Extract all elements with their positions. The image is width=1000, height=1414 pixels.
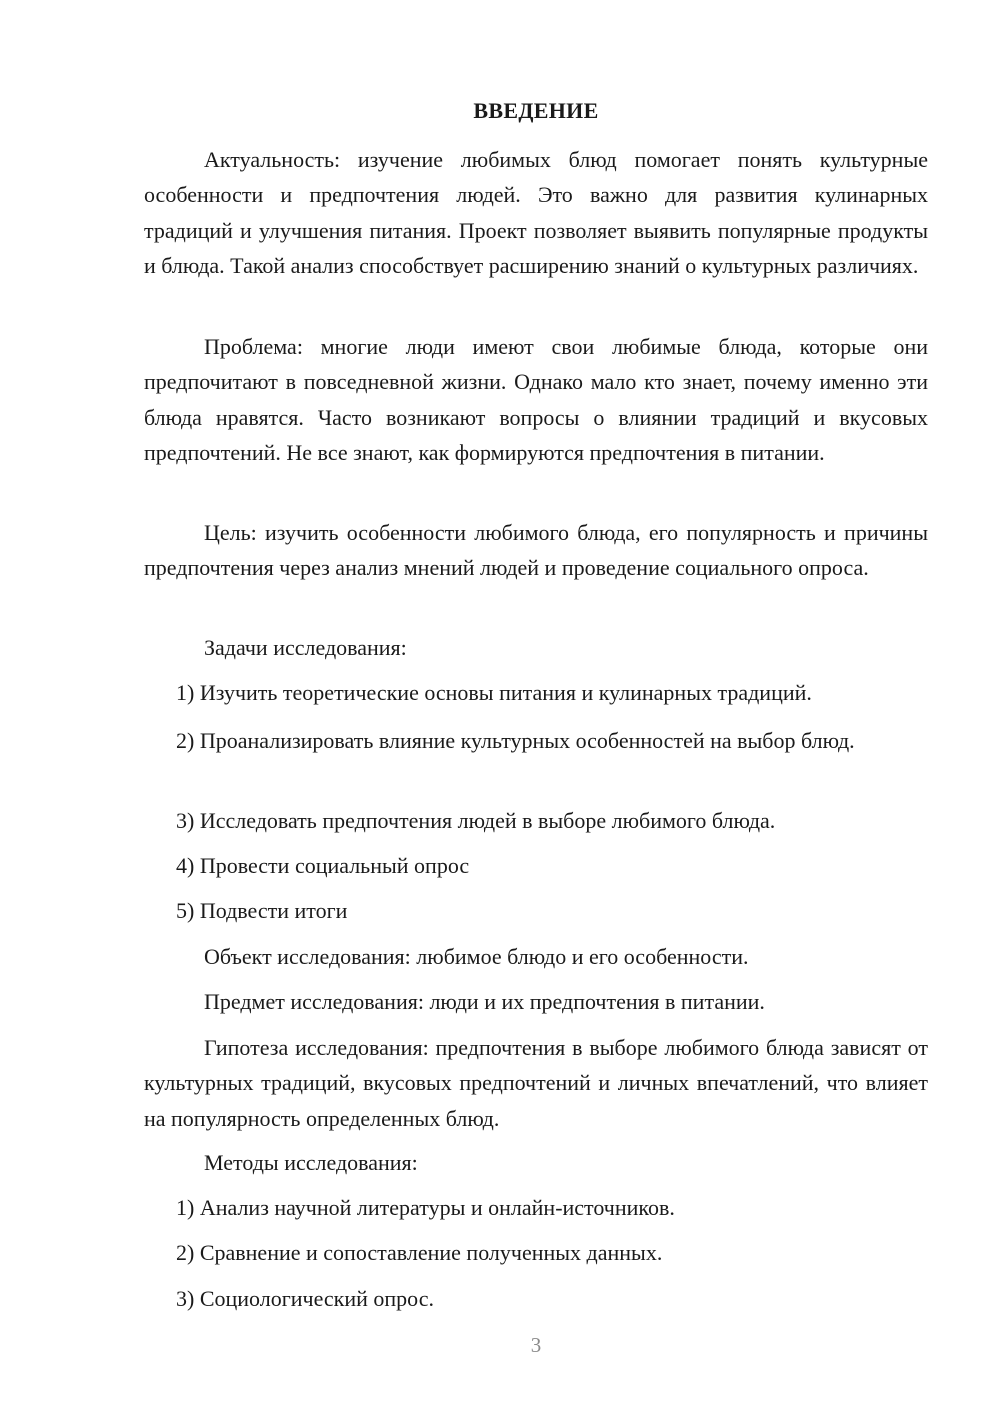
method-item-2: 2) Сравнение и сопоставление полученных данных. <box>176 1240 663 1265</box>
methods-heading: Методы исследования: <box>204 1150 418 1175</box>
paragraph-subject: Предмет исследования: люди и их предпочтения в питании. <box>204 989 765 1014</box>
task-item-4: 4) Провести социальный опрос <box>176 853 470 878</box>
page-title: ВВЕДЕНИЕ <box>473 98 599 123</box>
tasks-heading: Задачи исследования: <box>204 635 407 660</box>
method-item-1: 1) Анализ научной литературы и онлайн-источников. <box>176 1195 675 1220</box>
paragraph-relevance: Актуальность: изучение любимых блюд помогает понять культурные особенности и предпочтения людей. Это важно для развития кулинарных традиций и улучшения питания. Проект позволяет выявить популярные продукты и блюда. Такой анализ способствует расширению знаний о культурных различиях. <box>144 147 928 279</box>
method-item-3: 3) Социологический опрос. <box>176 1286 434 1311</box>
page-number: 3 <box>530 1333 542 1357</box>
task-item-3: 3) Исследовать предпочтения людей в выборе любимого блюда. <box>176 808 776 833</box>
task-item-5: 5) Подвести итоги <box>176 898 348 923</box>
paragraph-problem: Проблема: многие люди имеют свои любимые блюда, которые они предпочитают в повседневной жизни. Однако мало кто знает, почему именно эти блюда нравятся. Часто возникают вопросы о влиянии традиций и вкусовых предпочтений. Не все знают, как формируются предпочтения в питании. <box>144 334 928 466</box>
paragraph-goal: Цель: изучить особенности любимого блюда, его популярность и причины предпочтения через анализ мнений людей и проведение социального опроса. <box>144 520 928 581</box>
paragraph-object: Объект исследования: любимое блюдо и его особенности. <box>204 944 749 969</box>
task-item-2: 2) Проанализировать влияние культурных особенностей на выбор блюд. <box>176 728 855 753</box>
paragraph-hypothesis: Гипотеза исследования: предпочтения в выборе любимого блюда зависят от культурных традиций, вкусовых предпочтений и личных впечатлений, что влияет на популярность определенных блюд. <box>144 1035 928 1131</box>
task-item-1: 1) Изучить теоретические основы питания и кулинарных традиций. <box>176 680 812 705</box>
